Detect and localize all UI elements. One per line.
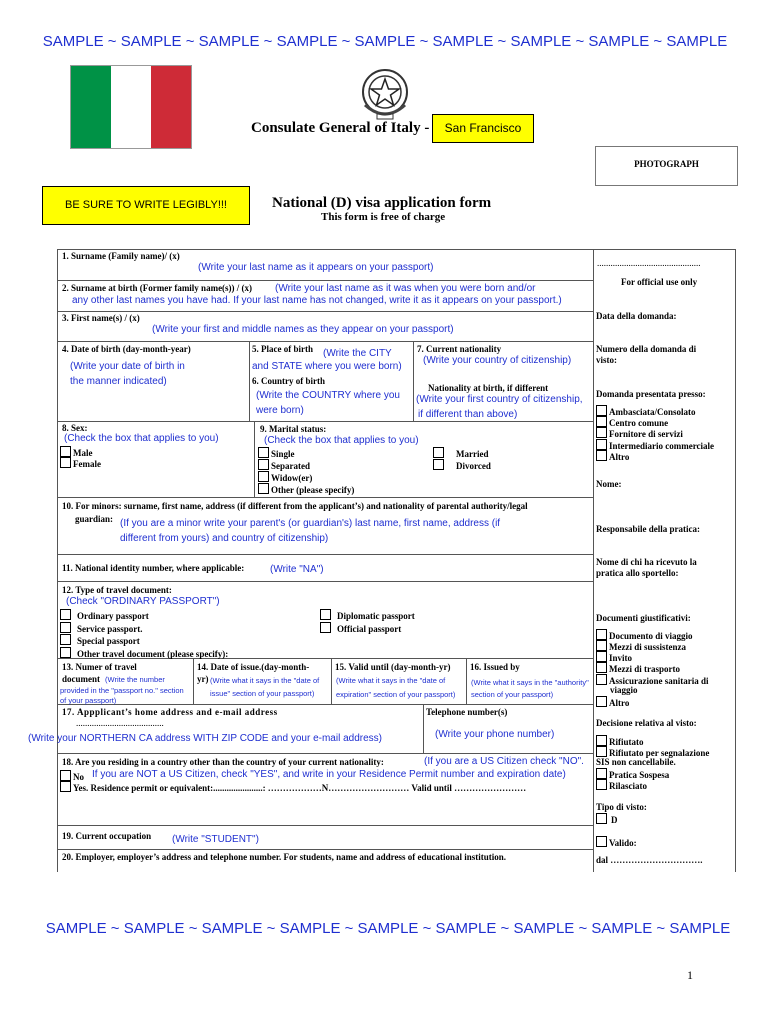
female-checkbox[interactable] (60, 457, 71, 468)
date-of-birth-help-2: the manner indicated) (70, 376, 167, 387)
first-name-help[interactable]: (Write your first and middle names as they appear on your passport) (152, 324, 454, 335)
divorced-checkbox[interactable] (433, 459, 444, 470)
occupation-label: 19. Current occupation (62, 831, 152, 841)
intermediario-option: Intermediario commerciale (596, 439, 714, 451)
minors-help-1[interactable]: (If you are a minor write your parent's (or guardian's) last name, first name, address (if (120, 518, 501, 529)
fornitore-option: Fornitore di servizi (596, 427, 683, 439)
travel-doc-number-label: 13. Numer of travel (62, 662, 137, 672)
current-nationality-label: 7. Current nationality (417, 344, 502, 354)
home-address-help[interactable]: (Write your NORTHERN CA address WITH ZIP CODE and your e-mail address) (28, 733, 382, 744)
single-checkbox[interactable] (258, 447, 269, 458)
tipo-d-checkbox (596, 813, 607, 824)
date-of-issue-label-2: yr) (197, 674, 209, 684)
rilasciato-option: Rilasciato (596, 779, 647, 791)
place-of-birth-help-1[interactable]: (Write the CITY (323, 348, 392, 359)
rifiutato-option: Rifiutato (596, 735, 644, 747)
date-of-issue-help-1[interactable]: (Write what it says in the "date of (210, 676, 320, 685)
rifiutato-segnalazione-option: Rifiutato per segnalazione (596, 746, 709, 758)
rilasciato-checkbox (596, 779, 607, 790)
date-of-issue-label: 14. Date of issue.(day-month- (197, 662, 310, 672)
married-checkbox[interactable] (433, 447, 444, 458)
sample-banner-top: SAMPLE ~ SAMPLE ~ SAMPLE ~ SAMPLE ~ SAMPLE ~ SAMPLE ~ SAMPLE ~ SAMPLE ~ SAMPLE (42, 33, 728, 50)
valid-until-label: 15. Valid until (day-month-yr) (335, 662, 451, 672)
sex-male-option[interactable]: Male (60, 446, 93, 458)
ambasciata-option: Ambasciata/Consolato (596, 405, 696, 417)
date-of-issue-help-2: issue" section of your passport) (210, 689, 315, 698)
nome-chi-1: Nome di chi ha ricevuto la (596, 557, 697, 567)
mezzi-trasporto-checkbox (596, 662, 607, 673)
diplomatic-passport-checkbox[interactable] (320, 609, 331, 620)
altro-option-1: Altro (596, 450, 629, 462)
date-of-birth-help-1[interactable]: (Write your date of birth in (70, 361, 185, 372)
responsabile-label: Responsabile della pratica: (596, 524, 701, 534)
country-of-birth-help-2: were born) (256, 405, 304, 416)
fornitore-checkbox (596, 427, 607, 438)
centro-checkbox (596, 416, 607, 427)
employer-label: 20. Employer, employer’s address and telephone number. For students, name and address of educational institution. (62, 852, 506, 862)
diplomatic-passport-option[interactable]: Diplomatic passport (320, 609, 415, 621)
widow-checkbox[interactable] (258, 471, 269, 482)
official-dots: .............................................. (597, 258, 701, 268)
residence-label: 18. Are you residing in a country other than the country of your current nationality: (62, 757, 384, 767)
assicurazione-checkbox (596, 674, 607, 685)
pratica-sospesa-option: Pratica Sospesa (596, 768, 669, 780)
valido-checkbox (596, 836, 607, 847)
single-option[interactable]: Single (258, 447, 295, 459)
first-name-label: 3. First name(s) / (x) (62, 313, 140, 323)
consulate-title: Consulate General of Italy - (251, 120, 430, 136)
city-box: San Francisco (432, 114, 534, 143)
sis-label: SIS non cancellabile. (596, 757, 676, 767)
invito-option: Invito (596, 651, 632, 663)
minors-label: 10. For minors: surname, first name, address (if different from the applicant’s) and nationality of parental authority/legal (62, 501, 528, 511)
separated-option[interactable]: Separated (258, 459, 310, 471)
place-of-birth-label: 5. Place of birth (252, 344, 313, 354)
doc-viaggio-checkbox (596, 629, 607, 640)
issued-by-help-1[interactable]: (Write what it says in the "authority" (471, 678, 589, 687)
mezzi-sussistenza-option: Mezzi di sussistenza (596, 640, 686, 652)
travel-doc-number-help-1[interactable]: (Write the number (105, 675, 165, 684)
nationality-at-birth-help-1[interactable]: (Write your first country of citizenship, (416, 394, 583, 405)
issued-by-label: 16. Issued by (470, 662, 520, 672)
travel-document-label: 12. Type of travel document: (62, 585, 172, 595)
nationality-at-birth-help-2: if different than above) (418, 409, 518, 420)
home-address-dots: ....................................... (76, 718, 164, 728)
pratica-sospesa-checkbox (596, 768, 607, 779)
minors-label-2: guardian: (75, 514, 114, 524)
invito-checkbox (596, 651, 607, 662)
special-passport-checkbox[interactable] (60, 634, 71, 645)
ordinary-passport-option[interactable]: Ordinary passport (60, 609, 149, 621)
sample-banner-bottom: SAMPLE ~ SAMPLE ~ SAMPLE ~ SAMPLE ~ SAMPLE ~ SAMPLE ~ SAMPLE ~ SAMPLE ~ SAMPLE (45, 920, 731, 937)
date-of-birth-label: 4. Date of birth (day-month-year) (62, 344, 191, 354)
dal-label: dal …………………………. (596, 855, 703, 865)
surname-at-birth-help-2: any other last names you have had. If your last name has not changed, write it as it appears on your passport.) (72, 295, 562, 306)
ambasciata-checkbox (596, 405, 607, 416)
official-passport-checkbox[interactable] (320, 622, 331, 633)
residence-yes-option[interactable]: Yes. Residence permit or equivalent:......................: ………………N……………………… Valid until …………………… (60, 781, 526, 793)
residence-yes-checkbox[interactable] (60, 781, 71, 792)
mezzi-sussistenza-checkbox (596, 640, 607, 651)
documenti-label: Documenti giustificativi: (596, 613, 691, 623)
for-official-use: For official use only (621, 277, 698, 287)
other-travel-document-option[interactable]: Other travel document (please specify): (60, 647, 228, 659)
valido-option: Valido: (596, 836, 637, 848)
divorced-option[interactable]: Divorced (433, 459, 491, 471)
altro-option-2: Altro (596, 696, 629, 708)
service-passport-option[interactable]: Service passport. (60, 622, 143, 634)
official-passport-option[interactable]: Official passport (320, 622, 401, 634)
residence-help-2: If you are NOT a US Citizen, check "YES", and write in your Residence Permit number and expiration date) (92, 769, 566, 780)
surname-label: 1. Surname (Family name)/ (x) (62, 251, 180, 261)
special-passport-option[interactable]: Special passport (60, 634, 140, 646)
other-marital-option[interactable]: Other (please specify) (258, 483, 354, 495)
sex-label: 8. Sex: (62, 423, 88, 433)
issued-by-help-2: section of your passport) (471, 690, 554, 699)
numero-domanda-2: visto: (596, 355, 617, 365)
sex-help: (Check the box that applies to you) (64, 433, 219, 444)
write-legibly-notice: BE SURE TO WRITE LEGIBLY!!! (42, 186, 250, 225)
valid-until-help-2: expiration" section of your passport) (336, 690, 456, 699)
surname-at-birth-help-1[interactable]: (Write your last name as it was when you were born and/or (275, 283, 536, 294)
marital-status-help: (Check the box that applies to you) (264, 435, 419, 446)
tipo-visto-label: Tipo di visto: (596, 802, 647, 812)
other-travel-document-checkbox[interactable] (60, 647, 71, 658)
centro-option: Centro comune (596, 416, 668, 428)
residence-no-option[interactable]: No (60, 770, 84, 782)
national-id-help[interactable]: (Write "NA") (270, 564, 324, 575)
travel-doc-number-help-3: of your passport) (60, 696, 117, 705)
nome-label: Nome: (596, 479, 622, 489)
free-of-charge: This form is free of charge (321, 211, 446, 223)
assicurazione-line-2: viaggio (610, 685, 638, 695)
data-domanda: Data della domanda: (596, 311, 677, 321)
travel-doc-number-label-2: document (62, 674, 100, 684)
valid-until-help-1[interactable]: (Write what it says in the "date of (336, 676, 446, 685)
assicurazione-option: Assicurazione sanitaria di (596, 674, 709, 686)
sex-female-option[interactable]: Female (60, 457, 101, 469)
italian-republic-emblem-icon (355, 65, 415, 123)
travel-document-help: (Check "ORDINARY PASSPORT") (66, 596, 220, 607)
travel-doc-number-help-2: provided in the "passport no." section (60, 686, 184, 695)
current-nationality-help[interactable]: (Write your country of citizenship) (423, 355, 572, 366)
surname-at-birth-label: 2. Surname at birth (Former family name(s)) / (x) (62, 283, 253, 293)
nationality-at-birth-label: Nationality at birth, if different (428, 383, 549, 393)
mezzi-trasporto-option: Mezzi di trasporto (596, 662, 680, 674)
residence-no-checkbox[interactable] (60, 770, 71, 781)
altro-checkbox-2 (596, 696, 607, 707)
home-address-label: 17. Appplicant’s home address and e-mail address (62, 707, 278, 717)
doc-viaggio-option: Documento di viaggio (596, 629, 693, 641)
marital-status-label: 9. Marital status: (260, 424, 327, 434)
surname-help[interactable]: (Write your last name as it appears on your passport) (198, 262, 434, 273)
occupation-help[interactable]: (Write "STUDENT") (172, 834, 259, 845)
separated-checkbox[interactable] (258, 459, 269, 470)
widow-option[interactable]: Widow(er) (258, 471, 312, 483)
nome-chi-2: pratica allo sportello: (596, 568, 679, 578)
residence-help-1: (If you are a US Citizen check "NO". (424, 756, 584, 767)
domanda-presentata: Domanda presentata presso: (596, 389, 706, 399)
photograph-box (595, 146, 738, 186)
intermediario-checkbox (596, 439, 607, 450)
numero-domanda-1: Numero della domanda di (596, 344, 697, 354)
telephone-label: Telephone number(s) (426, 707, 508, 717)
place-of-birth-help-2: and STATE where you were born) (252, 361, 402, 372)
service-passport-checkbox[interactable] (60, 622, 71, 633)
married-option[interactable]: Married (433, 447, 488, 459)
telephone-help[interactable]: (Write your phone number) (435, 729, 555, 740)
decisione-label: Decisione relativa al visto: (596, 718, 697, 728)
form-title: National (D) visa application form (272, 195, 492, 211)
altro-checkbox-1 (596, 450, 607, 461)
photograph-label: PHOTOGRAPH (634, 159, 699, 169)
italian-flag (70, 65, 192, 149)
tipo-d-option: D (596, 813, 618, 825)
country-of-birth-help-1[interactable]: (Write the COUNTRY where you (256, 390, 400, 401)
ordinary-passport-checkbox[interactable] (60, 609, 71, 620)
page-number: 1 (687, 968, 693, 982)
male-checkbox[interactable] (60, 446, 71, 457)
country-of-birth-label: 6. Country of birth (252, 376, 326, 386)
rifiutato-checkbox (596, 735, 607, 746)
rifiutato-segnalazione-checkbox (596, 746, 607, 757)
other-marital-checkbox[interactable] (258, 483, 269, 494)
minors-help-2: different from yours) and country of citizenship) (120, 533, 329, 544)
national-id-label: 11. National identity number, where applicable: (62, 563, 245, 573)
